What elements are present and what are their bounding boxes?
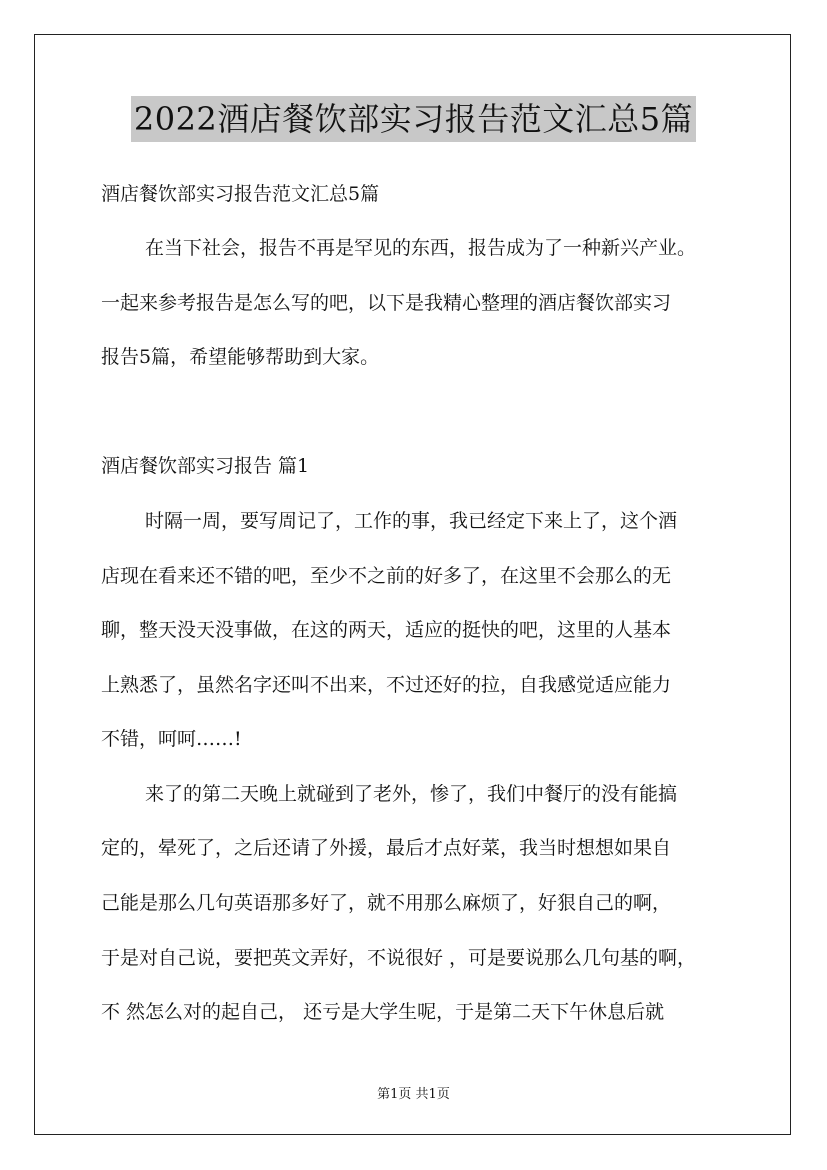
- paragraph-line: 己能是那么几句英语那多好了，就不用那么麻烦了，好狠自己的啊，: [101, 892, 672, 914]
- title-container: [0, 96, 827, 142]
- paragraph-line: 店现在看来还不错的吧，至少不之前的好多了，在这里不会那么的无: [101, 565, 672, 587]
- paragraph-line: 不错，呵呵……!: [101, 728, 242, 750]
- paragraph-line: 聊，整天没天没事做，在这的两天，适应的挺快的吧，这里的人基本: [101, 619, 672, 641]
- intro-heading: 酒店餐饮部实习报告范文汇总5篇: [101, 183, 380, 205]
- document-title: 2022酒店餐饮部实习报告范文汇总5篇: [131, 96, 696, 142]
- paragraph-line: 报告5篇，希望能够帮助到大家。: [101, 346, 380, 368]
- paragraph-line: 定的，晕死了，之后还请了外援，最后才点好菜，我当时想想如果自: [101, 837, 672, 859]
- paragraph-line: 一起来参考报告是怎么写的吧，以下是我精心整理的酒店餐饮部实习: [101, 292, 672, 314]
- paragraph-line: 时隔一周，要写周记了，工作的事，我已经定下来上了，这个酒: [145, 510, 678, 532]
- paragraph-line: 上熟悉了，虽然名字还叫不出来，不过还好的拉，自我感觉适应能力: [101, 674, 672, 696]
- section-heading: 酒店餐饮部实习报告 篇1: [101, 455, 310, 477]
- paragraph-line: 于是对自己说，要把英文弄好，不说很好 ，可是要说那么几句基的啊，: [101, 947, 697, 969]
- paragraph-line: 不 然怎么对的起自己， 还亏是大学生呢，于是第二天下午休息后就: [101, 1001, 665, 1023]
- paragraph-line: 来了的第二天晚上就碰到了老外，惨了，我们中餐厅的没有能搞: [145, 783, 678, 805]
- paragraph-line: 在当下社会，报告不再是罕见的东西，报告成为了一种新兴产业。: [145, 237, 697, 259]
- page-footer: 第1页 共1页: [377, 1087, 450, 1102]
